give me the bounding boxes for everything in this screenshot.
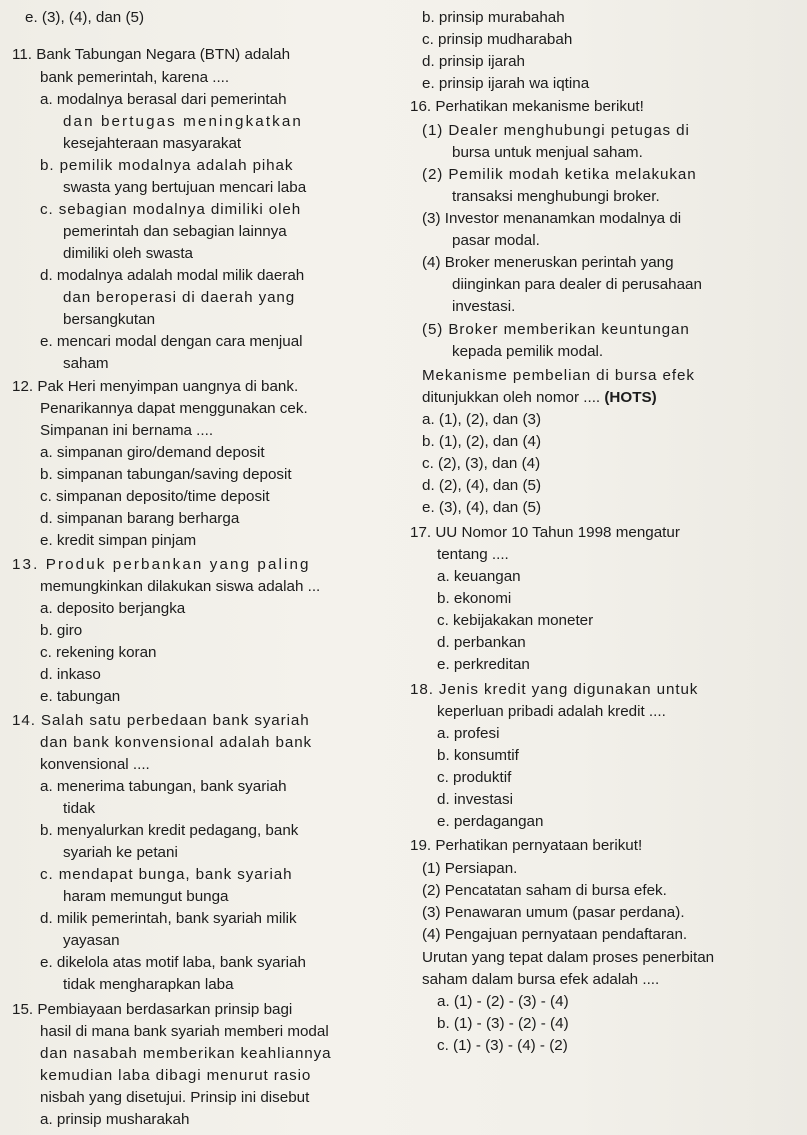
q16-statement-2-line: transaksi menghubungi broker. [452, 188, 660, 205]
q16-stem: 16. Perhatikan mekanisme berikut! [410, 98, 644, 115]
q17-option-e: e. perkreditan [437, 656, 530, 673]
q11-option-c-line: pemerintah dan sebagian lainnya [63, 223, 287, 240]
q19-question-line: saham dalam bursa efek adalah .... [422, 971, 660, 988]
q19-statement-4: (4) Pengajuan pernyataan pendaftaran. [422, 926, 688, 943]
q11-option-a-line: kesejahteraan masyarakat [63, 135, 242, 152]
q19-statement-3: (3) Penawaran umum (pasar perdana). [422, 904, 685, 921]
q14-option-b: b. menyalurkan kredit pedagang, bank [40, 822, 299, 839]
q15-stem: 15. Pembiayaan berdasarkan prinsip bagi [12, 1001, 293, 1018]
q11-option-d-line: bersangkutan [63, 311, 156, 328]
q13-option-b: b. giro [40, 622, 83, 639]
q18-option-d: d. investasi [437, 791, 513, 808]
q15-option-b: b. prinsip murabahah [422, 9, 565, 26]
q11-option-a: a. modalnya berasal dari pemerintah [40, 91, 287, 108]
q15-option-c: c. prinsip mudharabah [422, 31, 573, 48]
q17-option-b: b. ekonomi [437, 590, 512, 607]
q13-option-d: d. inkaso [40, 666, 101, 683]
q16-statement-5-line: kepada pemilik modal. [452, 343, 604, 360]
q14-option-a-line: tidak [63, 800, 96, 817]
q17-stem: 17. UU Nomor 10 Tahun 1998 mengatur [410, 524, 680, 541]
q11-option-c: c. sebagian modalnya dimiliki oleh [40, 201, 302, 218]
q12-option-c: c. simpanan deposito/time deposit [40, 488, 270, 505]
q16-statement-3: (3) Investor menanamkan modalnya di [422, 210, 682, 227]
q15-stem-line: kemudian laba dibagi menurut rasio [40, 1067, 312, 1084]
q19-option-b: b. (1) - (3) - (2) - (4) [437, 1015, 569, 1032]
q16-statement-1-line: bursa untuk menjual saham. [452, 144, 643, 161]
q13-option-e: e. tabungan [40, 688, 121, 705]
q16-question: Mekanisme pembelian di bursa efek [422, 367, 695, 384]
q16-option-d: d. (2), (4), dan (5) [422, 477, 542, 494]
q11-option-e: e. mencari modal dengan cara menjual [40, 333, 303, 350]
q18-option-b: b. konsumtif [437, 747, 519, 764]
q19-statement-1: (1) Persiapan. [422, 860, 518, 877]
q19-option-c: c. (1) - (3) - (4) - (2) [437, 1037, 568, 1054]
q19-question: Urutan yang tepat dalam proses penerbitan [422, 949, 715, 966]
q18-option-c: c. produktif [437, 769, 512, 786]
q16-option-c: c. (2), (3), dan (4) [422, 455, 541, 472]
q14-option-d: d. milik pemerintah, bank syariah milik [40, 910, 297, 927]
q19-option-a: a. (1) - (2) - (3) - (4) [437, 993, 569, 1010]
q12-stem-line: Simpanan ini bernama .... [40, 422, 214, 439]
q16-option-a: a. (1), (2), dan (3) [422, 411, 542, 428]
q16-statement-3-line: pasar modal. [452, 232, 540, 249]
q19-stem: 19. Perhatikan pernyataan berikut! [410, 837, 643, 854]
q15-option-a: a. prinsip musharakah [40, 1111, 190, 1128]
q18-stem-line: keperluan pribadi adalah kredit .... [437, 703, 666, 720]
q12-option-a: a. simpanan giro/demand deposit [40, 444, 265, 461]
q16-statement-1: (1) Dealer menghubungi petugas di [422, 122, 690, 139]
q15-option-d: d. prinsip ijarah [422, 53, 525, 70]
q14-stem-line: dan bank konvensional adalah bank [40, 734, 313, 751]
q10-option-e: e. (3), (4), dan (5) [25, 9, 145, 26]
q19-statement-2: (2) Pencatatan saham di bursa efek. [422, 882, 667, 899]
q15-stem-line: dan nasabah memberikan keahliannya [40, 1045, 332, 1062]
q18-option-e: e. perdagangan [437, 813, 544, 830]
q17-option-d: d. perbankan [437, 634, 526, 651]
q14-option-c-line: haram memungut bunga [63, 888, 229, 905]
q12-option-d: d. simpanan barang berharga [40, 510, 240, 527]
q16-statement-2: (2) Pemilik modah ketika melakukan [422, 166, 697, 183]
q13-stem-line: memungkinkan dilakukan siswa adalah ... [40, 578, 321, 595]
q11-stem: 11. Bank Tabungan Negara (BTN) adalah [12, 46, 291, 63]
q14-option-a: a. menerima tabungan, bank syariah [40, 778, 287, 795]
q14-option-e-line: tidak mengharapkan laba [63, 976, 234, 993]
q17-stem-line: tentang .... [437, 546, 509, 563]
q13-option-c: c. rekening koran [40, 644, 157, 661]
q11-option-b: b. pemilik modalnya adalah pihak [40, 157, 294, 174]
q15-stem-line: hasil di mana bank syariah memberi modal [40, 1023, 329, 1040]
q16-question-line: ditunjukkan oleh nomor .... (HOTS) [422, 389, 657, 406]
q18-option-a: a. profesi [437, 725, 500, 742]
q17-option-a: a. keuangan [437, 568, 521, 585]
q16-statement-4: (4) Broker meneruskan perintah yang [422, 254, 674, 271]
q14-stem-line: konvensional .... [40, 756, 150, 773]
hots-label: (HOTS) [604, 389, 657, 406]
q11-stem-line: bank pemerintah, karena .... [40, 69, 230, 86]
q16-statement-5: (5) Broker memberikan keuntungan [422, 321, 690, 338]
q11-option-c-line: dimiliki oleh swasta [63, 245, 193, 262]
q11-option-e-line: saham [63, 355, 109, 372]
q11-option-b-line: swasta yang bertujuan mencari laba [63, 179, 307, 196]
q15-stem-line: nisbah yang disetujui. Prinsip ini disebut [40, 1089, 310, 1106]
q14-stem: 14. Salah satu perbedaan bank syariah [12, 712, 310, 729]
q14-option-c: c. mendapat bunga, bank syariah [40, 866, 293, 883]
q16-statement-4-line: investasi. [452, 298, 516, 315]
q16-statement-4-line: diinginkan para dealer di perusahaan [452, 276, 702, 293]
q18-stem: 18. Jenis kredit yang digunakan untuk [410, 681, 699, 698]
q12-option-b: b. simpanan tabungan/saving deposit [40, 466, 292, 483]
q16-option-b: b. (1), (2), dan (4) [422, 433, 542, 450]
q14-option-e: e. dikelola atas motif laba, bank syariah [40, 954, 306, 971]
q13-option-a: a. deposito berjangka [40, 600, 186, 617]
q14-option-d-line: yayasan [63, 932, 120, 949]
q11-option-a-line: dan bertugas meningkatkan [63, 113, 303, 130]
q13-stem: 13. Produk perbankan yang paling [12, 556, 311, 573]
q12-stem: 12. Pak Heri menyimpan uangnya di bank. [12, 378, 299, 395]
q14-option-b-line: syariah ke petani [63, 844, 178, 861]
q11-option-d: d. modalnya adalah modal milik daerah [40, 267, 305, 284]
q16-option-e: e. (3), (4), dan (5) [422, 499, 542, 516]
q17-option-c: c. kebijakakan moneter [437, 612, 594, 629]
q15-option-e: e. prinsip ijarah wa iqtina [422, 75, 590, 92]
q11-option-d-line: dan beroperasi di daerah yang [63, 289, 296, 306]
q12-option-e: e. kredit simpan pinjam [40, 532, 197, 549]
q12-stem-line: Penarikannya dapat menggunakan cek. [40, 400, 308, 417]
